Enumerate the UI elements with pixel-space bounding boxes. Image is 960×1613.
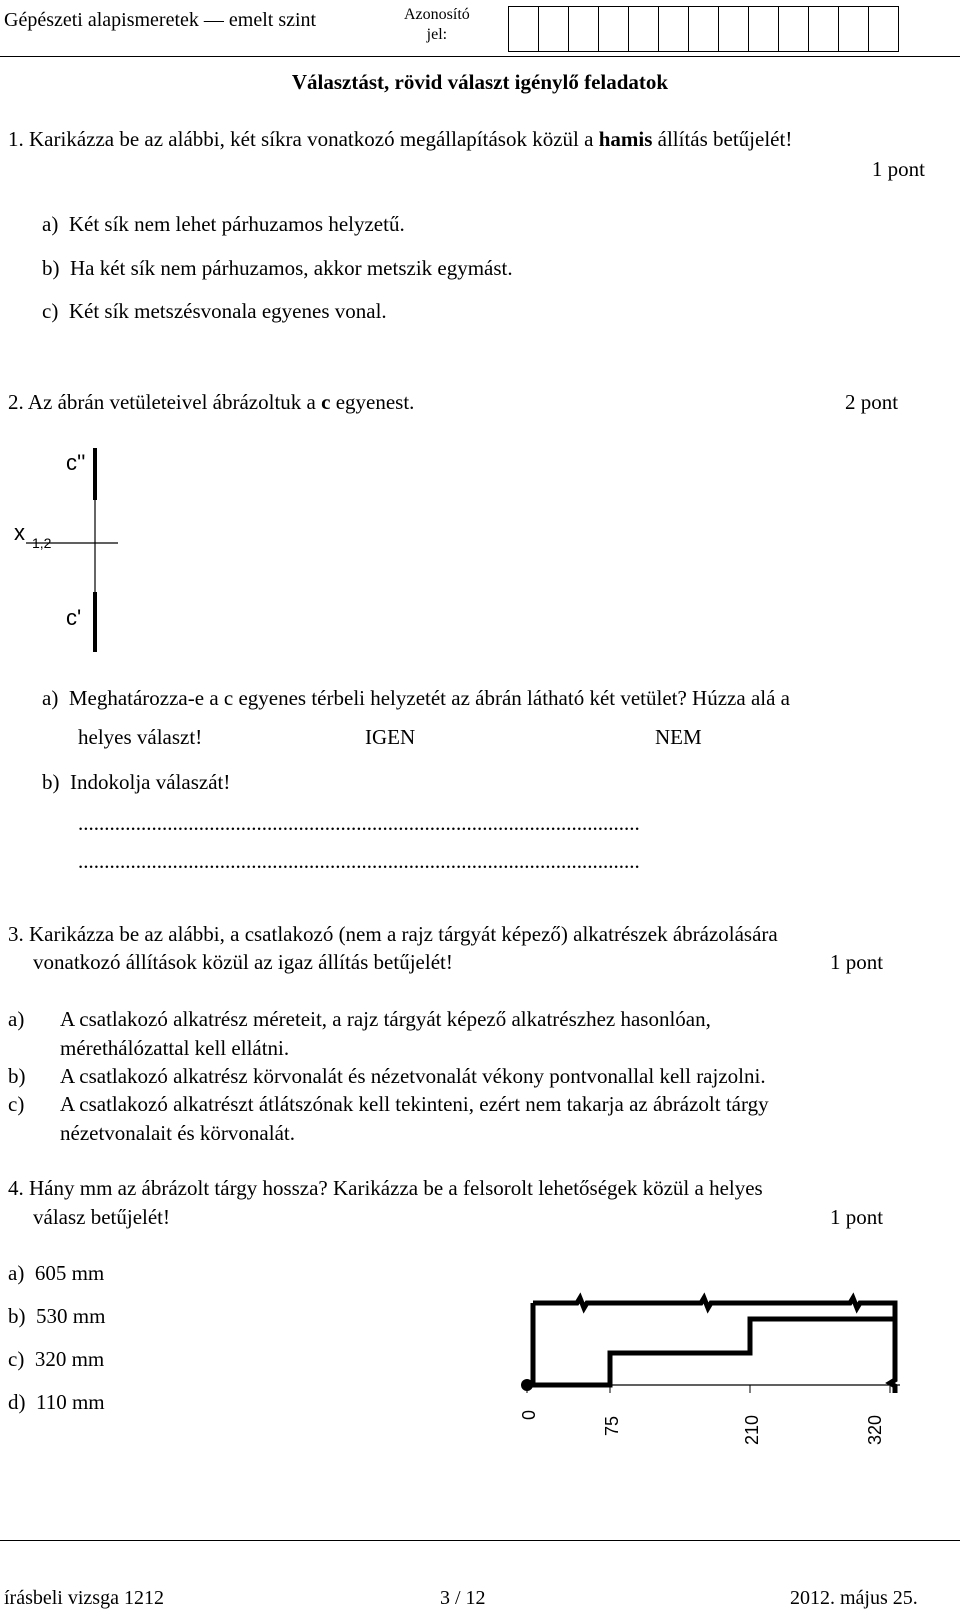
q1-option-a[interactable]: a) Két sík nem lehet párhuzamos helyzetű. (42, 212, 405, 236)
header-subject: Gépészeti alapismeretek — emelt szint (4, 9, 317, 31)
q3-option-c-line1: A csatlakozó alkatrészt átlátszónak kell tekinteni, ezért nem takarja az ábrázolt tárgy (60, 1092, 769, 1116)
answer-line-1[interactable]: ........................................................................................................... (78, 811, 640, 835)
header-rule (0, 56, 960, 57)
q2-prompt: 2. Az ábrán vetületeivel ábrázoltuk a c egyenest. (8, 390, 415, 414)
q4-prompt-line1: 4. Hány mm az ábrázolt tárgy hossza? Karikázza be a felsorolt lehetőségek közül a helyes (8, 1176, 763, 1200)
q3-prompt-line2: vonatkozó állítások közül az igaz állítás betűjelét! (33, 950, 453, 974)
q1-option-b[interactable]: b) Ha két sík nem párhuzamos, akkor metszik egymást. (42, 256, 513, 280)
q3-option-a-line2: mérethálózattal kell ellátni. (60, 1036, 290, 1060)
q2-projection-figure (0, 440, 140, 670)
q4-prompt-line2: válasz betűjelét! (33, 1205, 171, 1229)
footer-date: 2012. május 25. (790, 1587, 918, 1609)
q3-option-b-line1: A csatlakozó alkatrész körvonalát és nézetvonalát vékony pontvonallal kell rajzolni. (60, 1064, 766, 1088)
id-label-line2: jel: (426, 26, 448, 43)
q4-option-b[interactable]: b) 530 mm (8, 1304, 106, 1328)
q1-prompt: 1. Karikázza be az alábbi, két síkra vonatkozó megállapítások közül a hamis állítás betűjelét! (8, 127, 793, 151)
q3-option-a-line1: A csatlakozó alkatrész méreteit, a rajz tárgyát képező alkatrészhez hasonlóan, (60, 1007, 711, 1031)
part-outline (533, 1303, 895, 1393)
q2b-question: b) Indokolja válaszát! (42, 770, 231, 794)
label-c-double-prime: c'' (66, 450, 86, 475)
id-label (404, 5, 470, 45)
q2-points: 2 pont (845, 390, 899, 414)
q1-points: 1 pont (871, 157, 925, 181)
q2a-question: a) Meghatározza-e a c egyenes térbeli helyzetét az ábrán látható két vetület? Húzza alá a (42, 686, 790, 710)
q3-option-c-line2: nézetvonalait és körvonalát. (60, 1121, 295, 1145)
q4-option-a[interactable]: a) 605 mm (8, 1261, 105, 1285)
label-x: x (14, 520, 25, 545)
q1-option-c[interactable]: c) Két sík metszésvonala egyenes vonal. (42, 299, 387, 323)
answer-no[interactable]: NEM (655, 725, 702, 749)
q3-option-a[interactable]: a) (8, 1007, 25, 1031)
answer-line-2[interactable]: ........................................................................................................... (78, 849, 640, 873)
q4-option-d[interactable]: d) 110 mm (8, 1390, 105, 1414)
label-c-prime: c' (66, 605, 82, 630)
id-input-boxes[interactable] (508, 6, 899, 52)
q3-option-b[interactable]: b) (8, 1064, 26, 1088)
footer-left: írásbeli vizsga 1212 (4, 1587, 164, 1609)
q4-option-c[interactable]: c) 320 mm (8, 1347, 105, 1371)
q4-points: 1 pont (830, 1205, 884, 1229)
coord-label-320: 320 (865, 1414, 885, 1445)
coord-label-0: 0 (519, 1409, 539, 1420)
q3-points: 1 pont (830, 950, 884, 974)
answer-yes[interactable]: IGEN (365, 725, 416, 749)
coord-label-75: 75 (602, 1415, 622, 1436)
q2a-line2: helyes választ! (78, 725, 203, 749)
footer-page: 3 / 12 (440, 1587, 486, 1609)
q4-part-figure (505, 1265, 925, 1470)
top-edge-with-breaks (533, 1298, 895, 1319)
coord-label-210: 210 (742, 1414, 762, 1445)
label-x-sub: 1,2 (32, 535, 52, 551)
q3-prompt-line1: 3. Karikázza be az alábbi, a csatlakozó (nem a rajz tárgyát képező) alkatrészek ábrázolására (8, 922, 778, 946)
q3-option-c[interactable]: c) (8, 1092, 25, 1116)
section-title: Választást, rövid választ igénylő feladatok (291, 70, 669, 94)
footer-rule (0, 1540, 960, 1541)
id-label-line1: Azonosító (404, 6, 470, 23)
